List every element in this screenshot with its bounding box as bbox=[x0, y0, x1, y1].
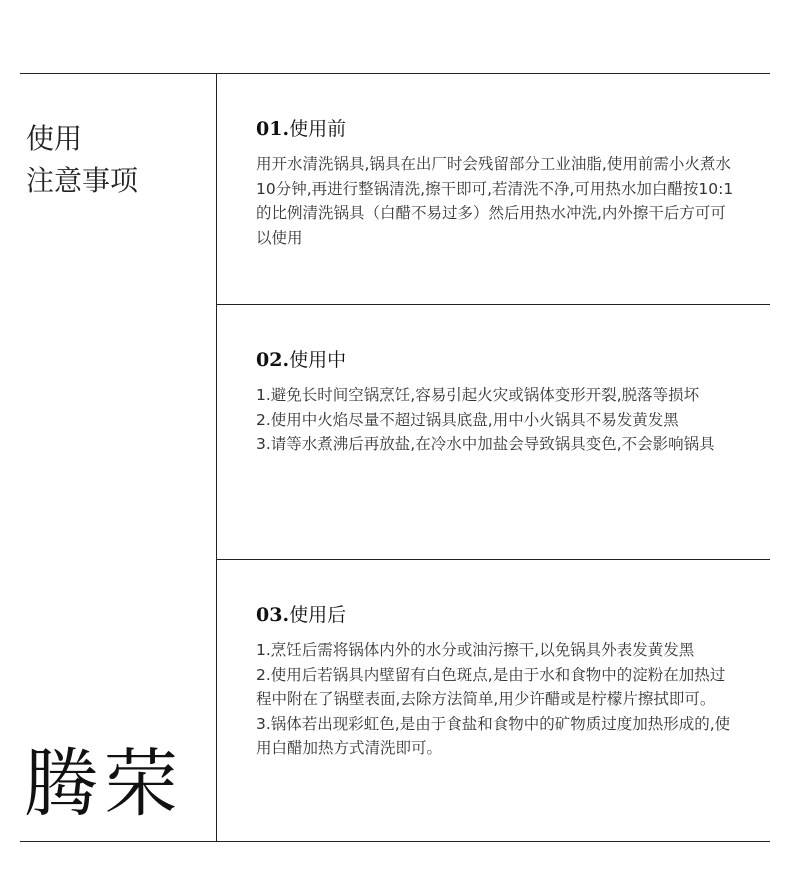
page-title-line-1: 使用 bbox=[26, 122, 83, 155]
list-item: 2.使用中火焰尽量不超过锅具底盘,用中小火锅具不易发黄发黑 bbox=[256, 410, 679, 429]
section-body bbox=[256, 152, 734, 250]
page-title bbox=[26, 118, 138, 202]
list-item: 1.避免长时间空锅烹饪,容易引起火灾或锅体变形开裂,脱落等损坏 bbox=[256, 386, 700, 404]
section-title bbox=[256, 345, 346, 372]
section-title-text: 使用前 bbox=[289, 118, 347, 140]
page-title-line-2: 注意事项 bbox=[26, 164, 139, 197]
list-item: 3.锅体若出现彩虹色,是由于食盐和食物中的矿物质过度加热形成的,使用白醋加热方式清洗即可。 bbox=[256, 714, 731, 757]
section-number: 03. bbox=[256, 604, 290, 626]
list-item: 2.使用后若锅具内壁留有白色斑点,是由于水和食物中的淀粉在加热过程中附在了锅壁表面,去除方法简单,用少许醋或是柠檬片擦拭即可。 bbox=[256, 665, 726, 708]
section-before-use bbox=[217, 74, 770, 305]
left-column bbox=[20, 74, 217, 841]
section-during-use bbox=[217, 305, 770, 560]
list-item: 3.请等水煮沸后再放盐,在冷水中加盐会导致锅具变色,不会影响锅具 bbox=[256, 435, 715, 453]
section-title-text: 使用中 bbox=[289, 349, 347, 371]
section-number: 01. bbox=[256, 118, 290, 140]
list-item: 1.烹饪后需将锅体内外的水分或油污擦干,以免锅具外表发黄发黑 bbox=[256, 641, 695, 659]
section-body bbox=[256, 383, 734, 457]
paragraph: 用开水清洗锅具,锅具在出厂时会残留部分工业油脂,使用前需小火煮水10分钟,再进行整锅清洗,擦干即可,若清洗不净,可用热水加白醋按10:1的比例清洗锅具（白醋不易过多）然后用热水冲洗,内外擦干后方可可以使用 bbox=[256, 155, 734, 247]
section-title-text: 使用后 bbox=[289, 604, 347, 626]
section-after-use bbox=[217, 560, 770, 841]
section-body bbox=[256, 638, 734, 761]
usage-notes-panel bbox=[20, 73, 770, 842]
section-number: 02. bbox=[256, 349, 290, 371]
section-title bbox=[256, 600, 346, 627]
section-title bbox=[256, 114, 346, 141]
brand-name: 腾荣 bbox=[24, 741, 184, 827]
